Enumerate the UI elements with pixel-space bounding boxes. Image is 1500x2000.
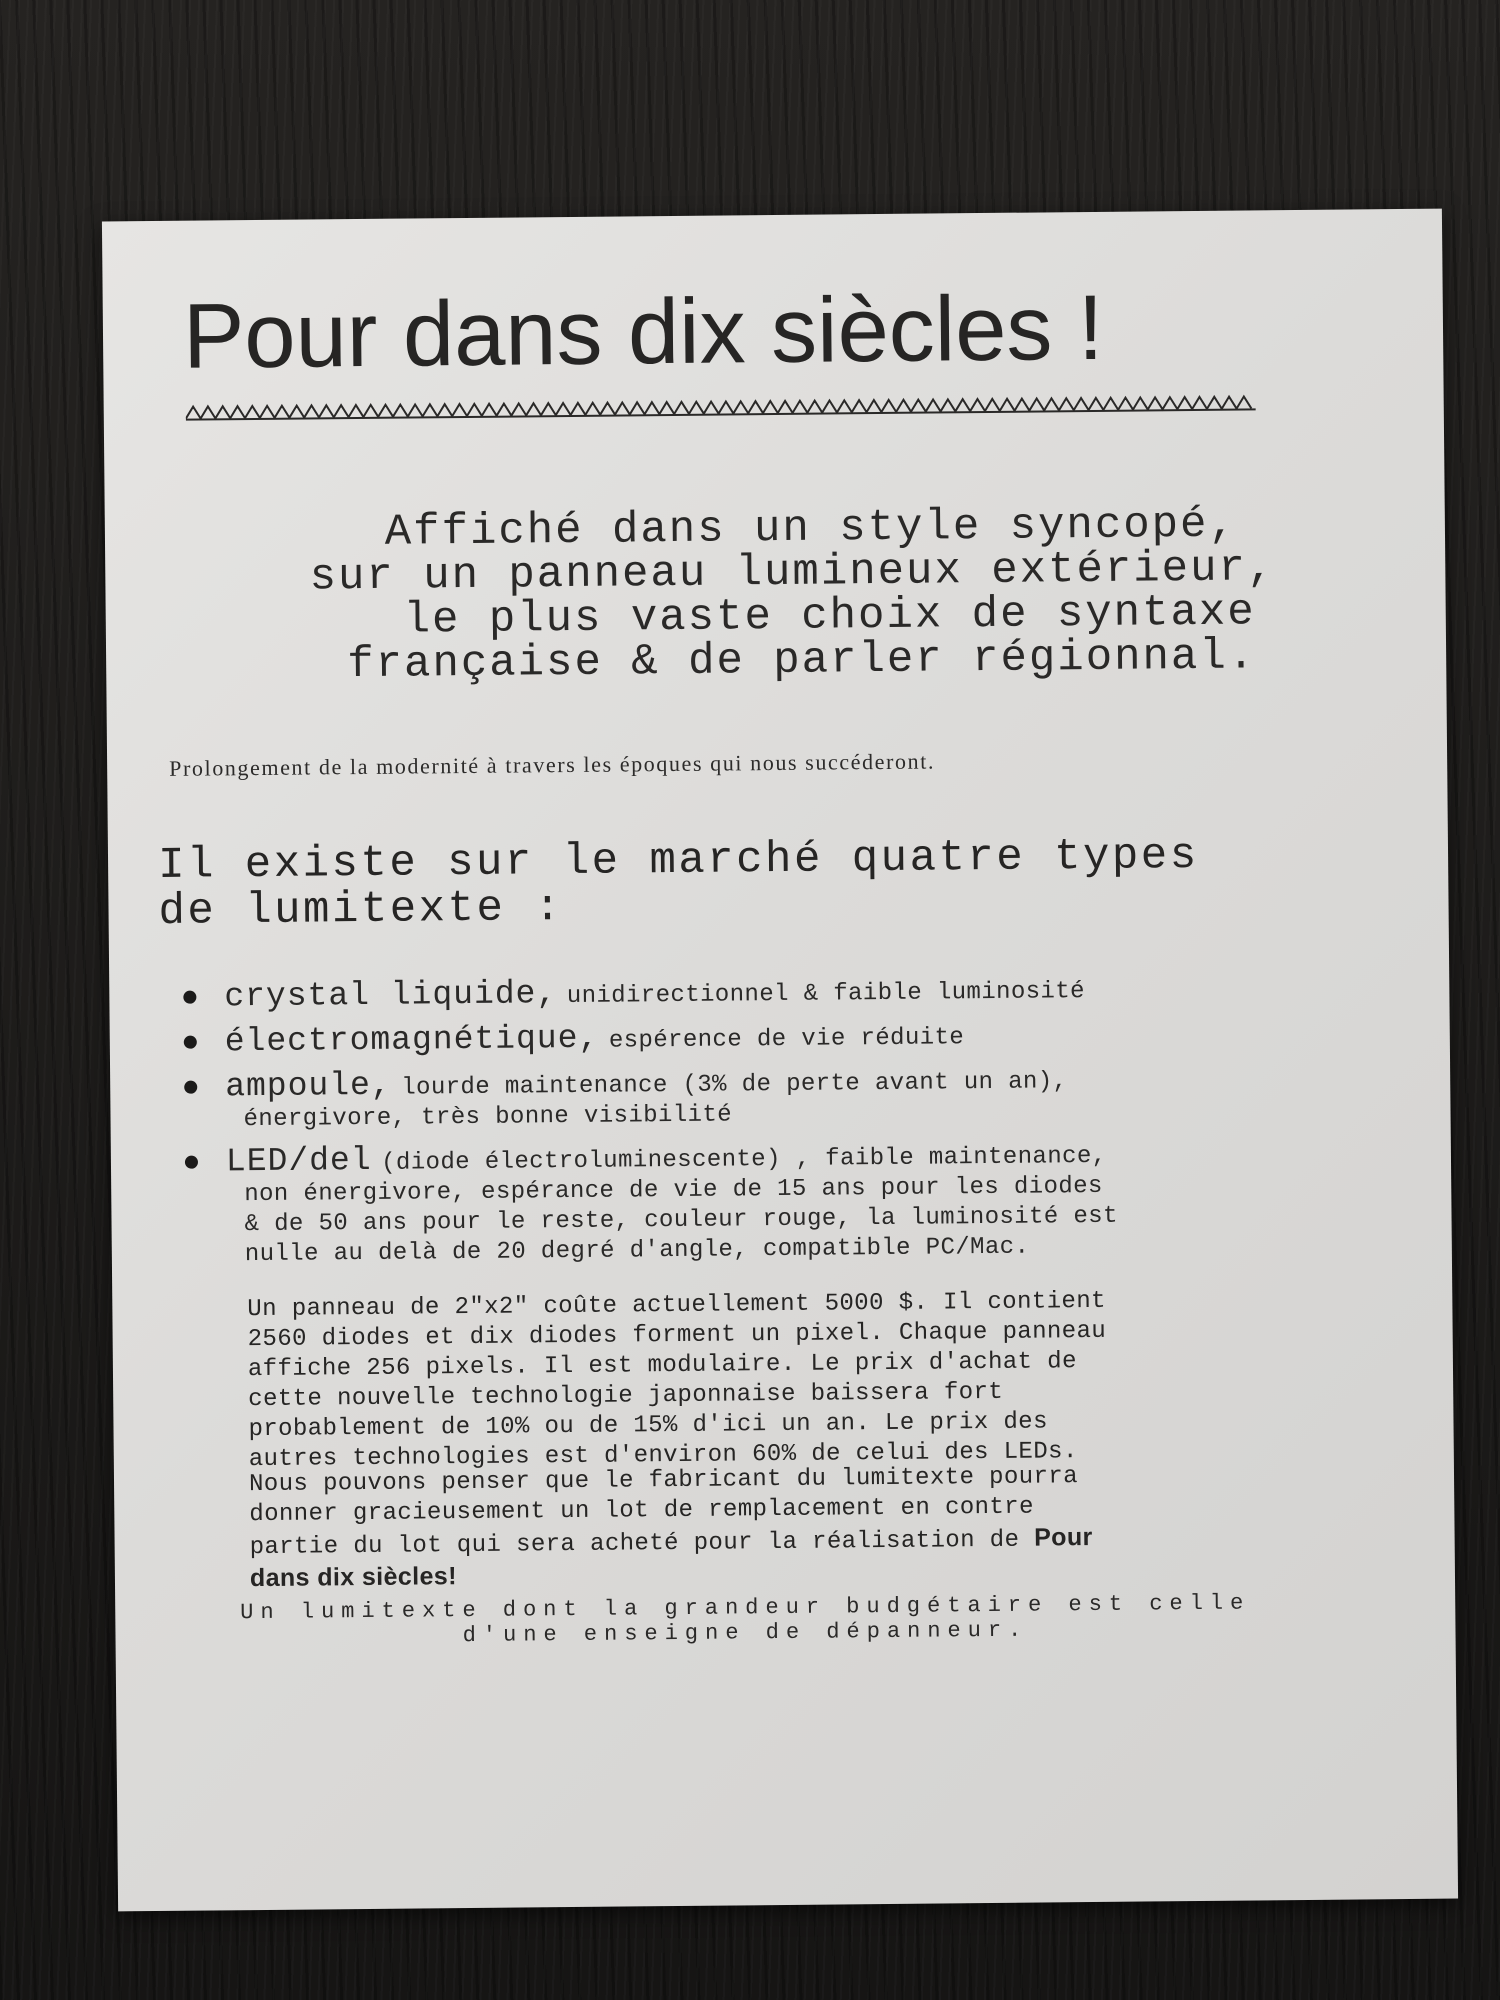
poem-line: française & de parler régionnal.: [347, 631, 1257, 691]
type-description-continued: non énergivore, espérance de vie de 15 ans pour les diodes: [244, 1172, 1103, 1209]
paragraph-line: Un panneau de 2"x2" coûte actuellement 5000 $. Il contient: [247, 1287, 1107, 1324]
type-description: lourde maintenance (3% de perte avant un an),: [401, 1068, 1068, 1102]
paragraph-line: donner gracieusement un lot de remplacement en contre: [249, 1493, 1034, 1529]
type-name: électromagnétique,: [224, 1019, 600, 1061]
list-item: [171, 1133, 1312, 1271]
poem-line: Affiché dans un style syncopé,: [384, 499, 1238, 558]
paragraph-line: cette nouvelle technologie japonnaise baissera fort: [248, 1378, 1004, 1414]
zigzag-underline: [186, 392, 1256, 422]
paragraph-line: 2560 diodes et dix diodes forment un pixel. Chaque panneau: [247, 1317, 1107, 1354]
section-heading: [158, 832, 1299, 935]
paragraph-line-text: partie du lot qui sera acheté pour la réalisation de: [249, 1526, 1020, 1562]
price-paragraph: [247, 1285, 1309, 1475]
list-item: [169, 968, 1309, 1016]
heading-line: Il existe sur le marché quatre types: [157, 830, 1199, 891]
list-item: [170, 1058, 1311, 1136]
printed-sheet: [102, 209, 1458, 1912]
paragraph-line: Nous pouvons penser que le fabricant du lumitexte pourra: [248, 1463, 1079, 1499]
tagline: Prolongement de la modernité à travers les époques qui nous succéderont.: [169, 748, 936, 781]
poem-line: le plus vaste choix de syntaxe: [403, 587, 1256, 646]
heading-line: de lumitexte :: [158, 883, 564, 937]
list-item: [170, 1013, 1310, 1061]
type-name: crystal liquide,: [224, 975, 558, 1016]
bullet-dot-icon: [184, 1081, 197, 1094]
footer-line: d'une enseigne de dépanneur.: [462, 1617, 1029, 1649]
type-description-continued: nulle au delà de 20 degré d'angle, compatible PC/Mac.: [244, 1233, 1030, 1269]
footer-note: [175, 1590, 1315, 1651]
footer-line: Un lumitexte dont la grandeur budgétaire est celle: [240, 1590, 1251, 1626]
bullet-dot-icon: [184, 1036, 197, 1049]
paragraph-line: probablement de 10% ou de 15% d'ici un an. Le prix des: [248, 1408, 1048, 1444]
type-name: ampoule,: [225, 1066, 392, 1106]
type-name: LED/del: [225, 1141, 372, 1181]
bullet-dot-icon: [183, 991, 196, 1004]
poem-block: [185, 499, 1277, 691]
manufacturer-paragraph: [249, 1460, 1310, 1593]
bullet-dot-icon: [185, 1156, 198, 1169]
lumitexte-types-list: [169, 968, 1312, 1279]
type-description-continued: énergivore, très bonne visibilité: [243, 1101, 733, 1134]
paragraph-line: affiche 256 pixels. Il est modulaire. Le prix d'achat de: [247, 1348, 1077, 1384]
type-description-continued: & de 50 ans pour le reste, couleur rouge, la luminosité est: [244, 1202, 1118, 1239]
paragraph-line: autres technologies est d'environ 60% de celui des LEDs.: [248, 1438, 1078, 1474]
poem-line: sur un panneau lumineux extérieur,: [309, 543, 1276, 603]
page-title: Pour dans dix siècles !: [182, 276, 1104, 388]
type-description: espérence de vie réduite: [608, 1024, 965, 1055]
type-description: unidirectionnel & faible luminosité: [566, 978, 1086, 1011]
project-name-bold: Pour: [1034, 1523, 1093, 1552]
type-description: (diode électroluminescente) , faible maintenance,: [381, 1142, 1107, 1177]
project-name-bold: dans dix siècles!: [249, 1562, 457, 1593]
